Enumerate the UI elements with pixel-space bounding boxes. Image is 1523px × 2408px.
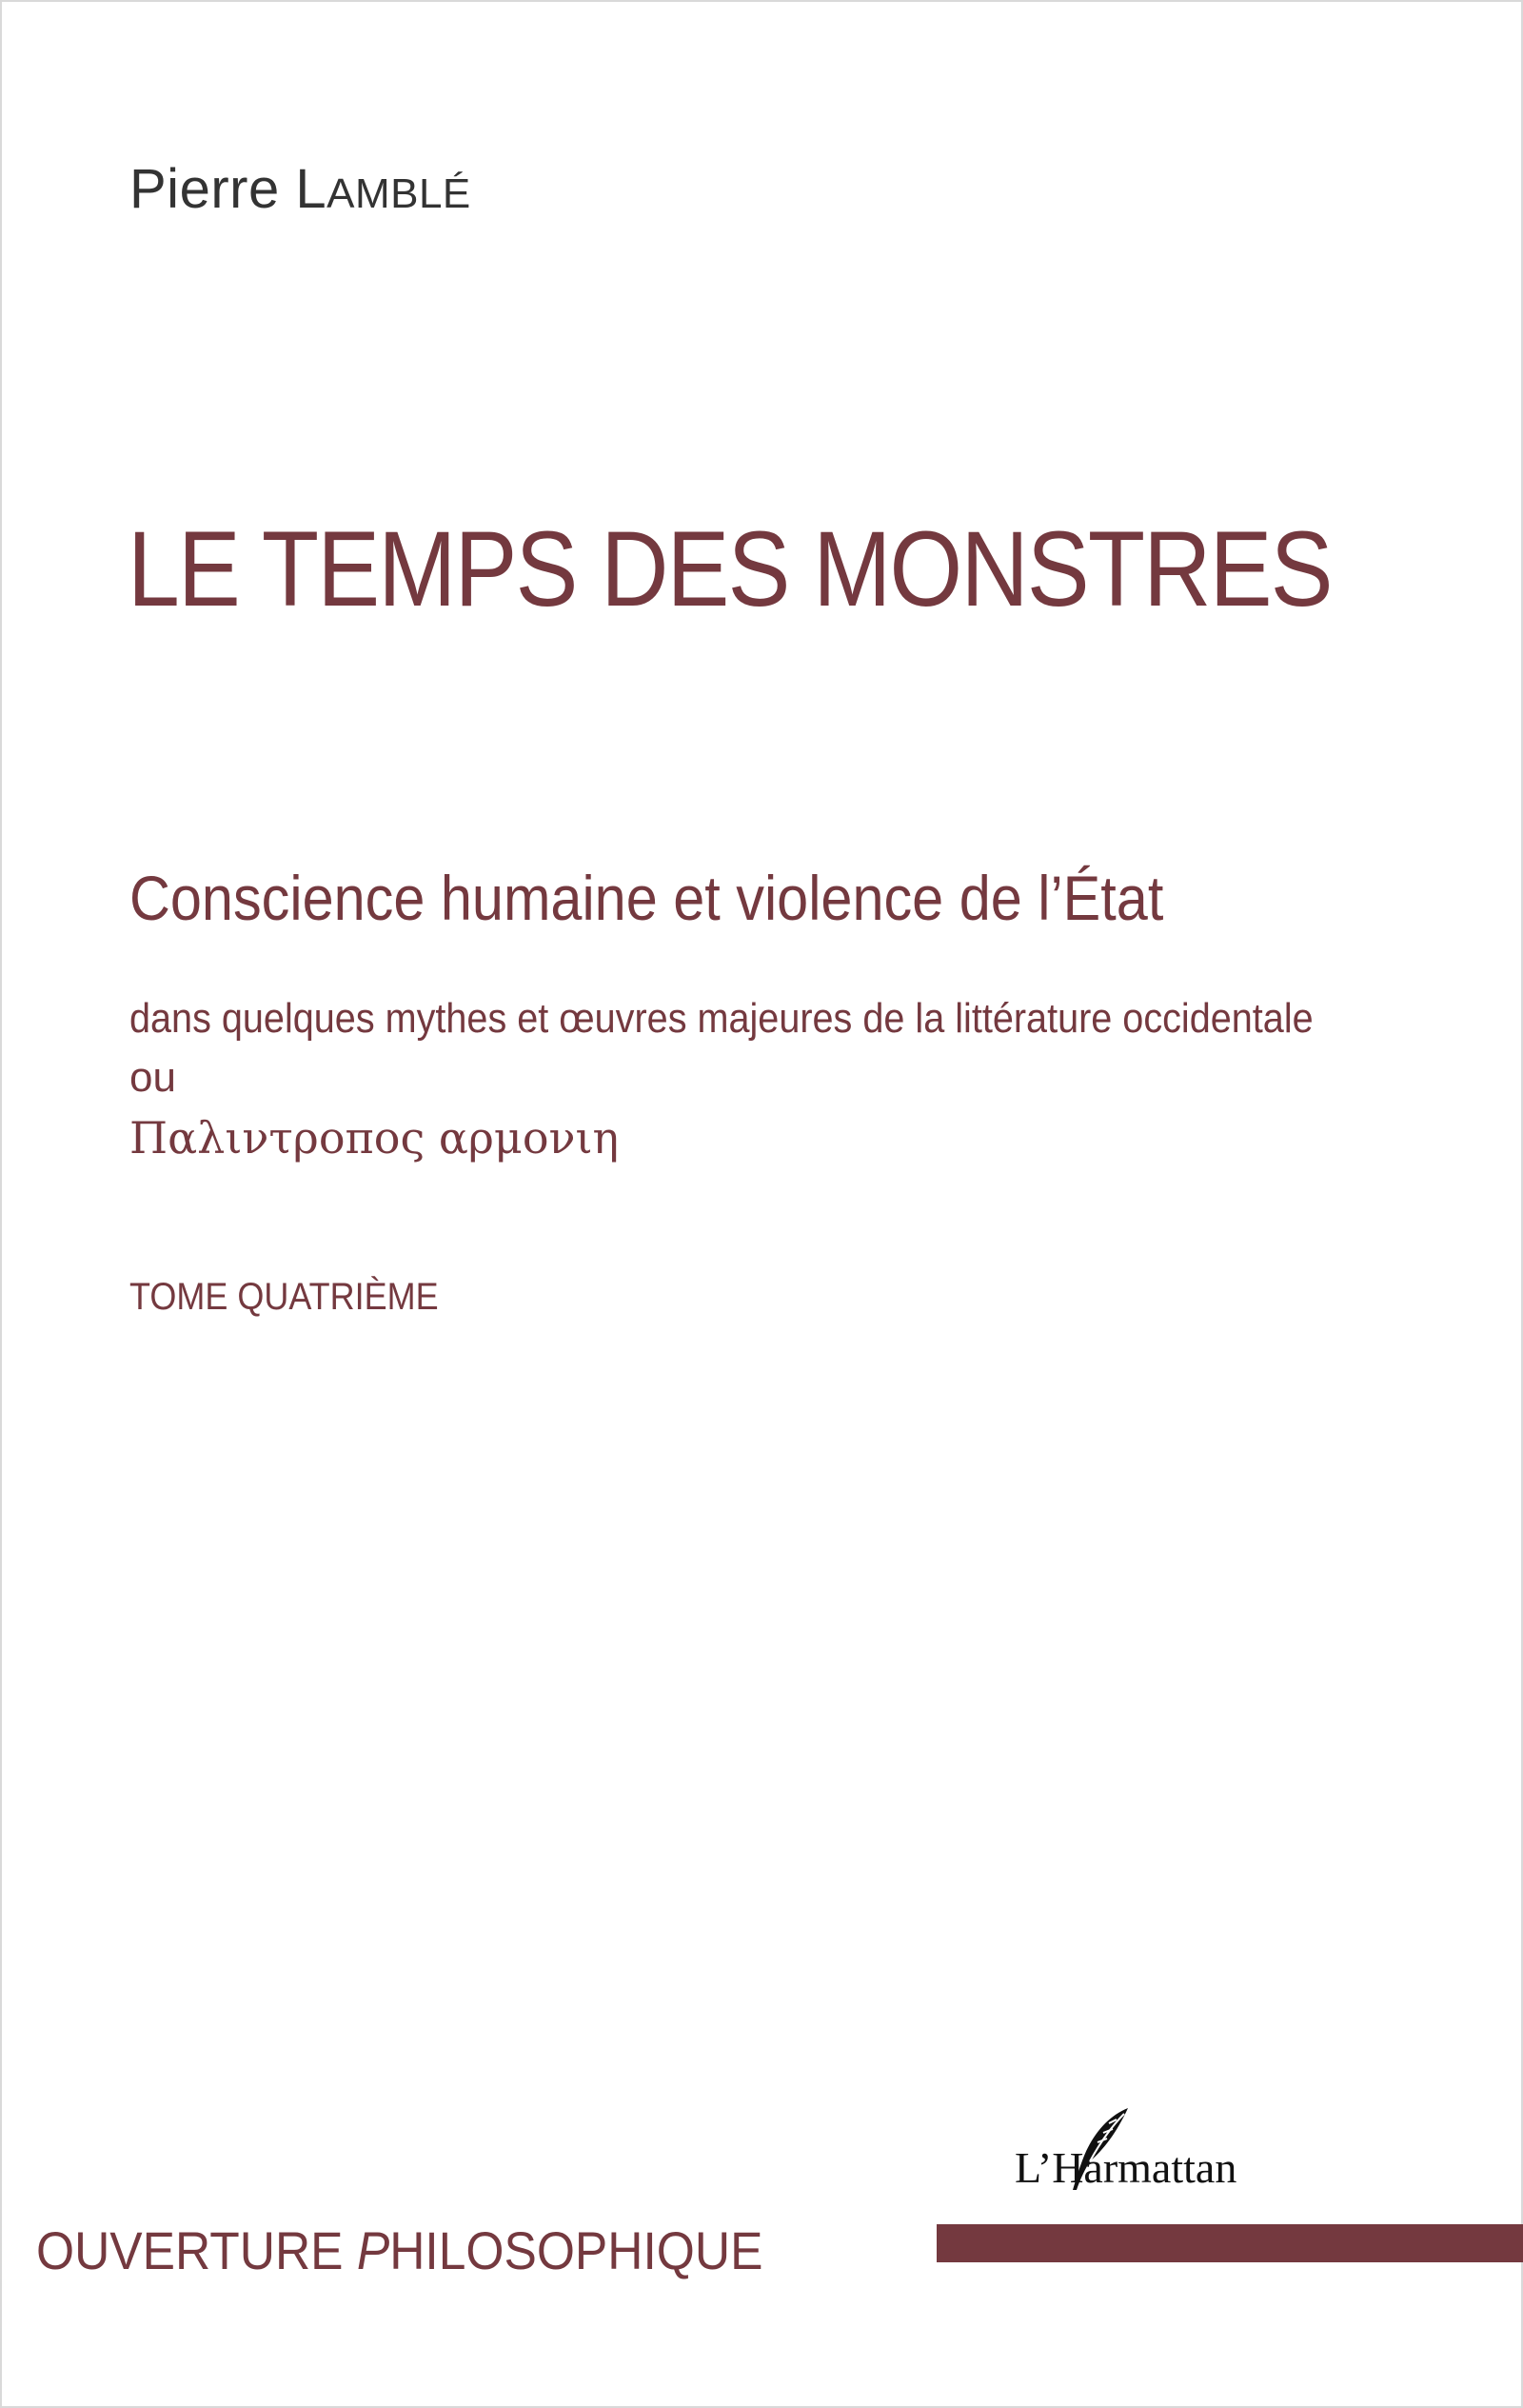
- series-name-part1: OUVERTURE: [36, 2220, 357, 2280]
- author-last-name-smallcaps: AMBLÉ: [326, 170, 471, 217]
- author-first-name: Pierre: [129, 158, 280, 220]
- accent-band: [937, 2224, 1523, 2262]
- greek-subtitle: Παλιντροπος αρμονιη: [129, 1112, 620, 1164]
- series-name: [36, 2220, 763, 2280]
- book-description: dans quelques mythes et œuvres majeures de la littérature occidentale: [129, 995, 1314, 1042]
- author-last-name-initial: L: [295, 158, 327, 220]
- conjunction-text: ou: [129, 1054, 176, 1101]
- book-title: LE TEMPS DES MONSTRES: [128, 509, 1332, 628]
- author-name: [129, 158, 471, 220]
- series-name-part2: HILOSOPHIQUE: [389, 2220, 763, 2280]
- series-name-italic-initial: P: [356, 2220, 390, 2280]
- publisher-logo: [1013, 2097, 1251, 2192]
- author-last-name: [295, 158, 470, 220]
- book-subtitle: Conscience humaine et violence de l’État: [129, 863, 1164, 933]
- volume-label: TOME QUATRIÈME: [129, 1276, 439, 1318]
- publisher-name: L’Harmattan: [1015, 2143, 1237, 2192]
